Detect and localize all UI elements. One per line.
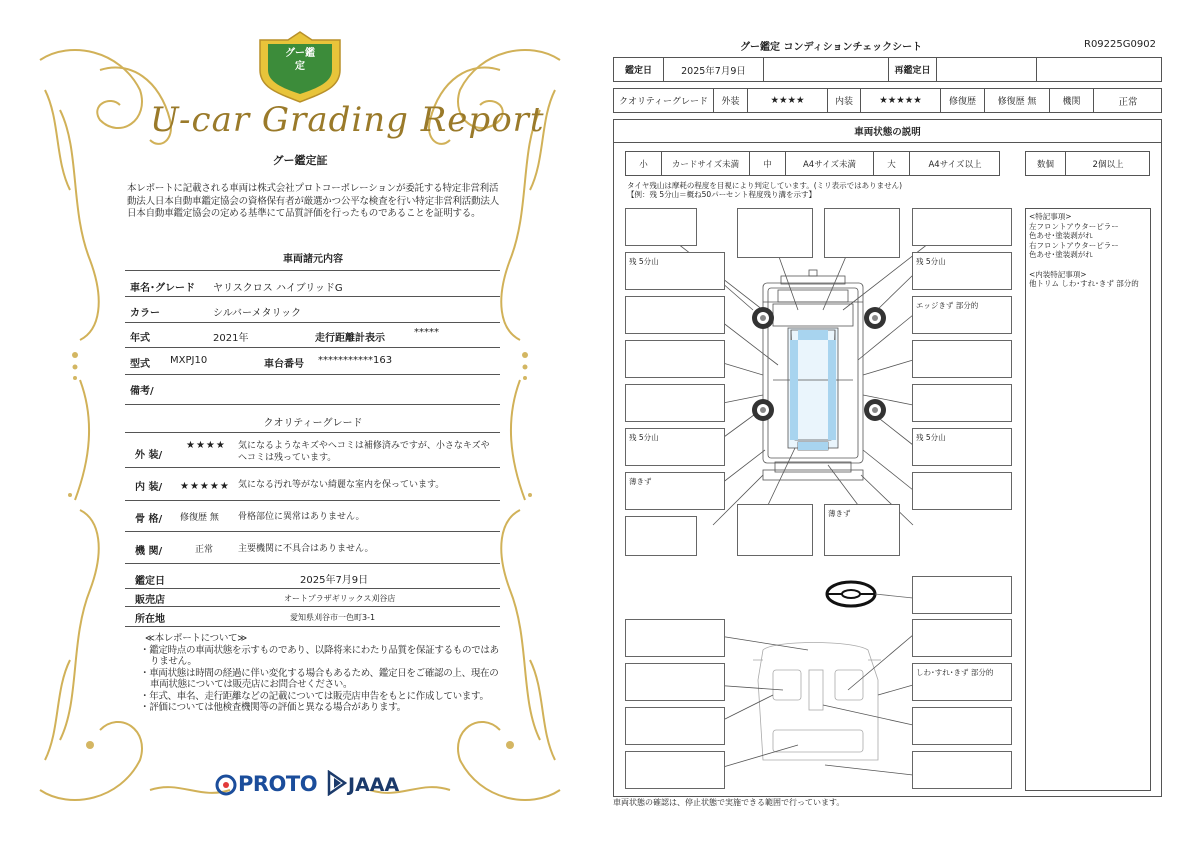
size-legend <box>625 151 1000 176</box>
reinspect-label: 再鑑定日 <box>889 58 937 81</box>
frame-desc: 骨格部位に異常はありません。 <box>238 512 365 522</box>
edge-note: エッジきず 部分的 <box>916 301 979 310</box>
special-notes-line: <内装特記事項> <box>1029 269 1087 279</box>
sheet-date-label: 鑑定日 <box>614 58 664 81</box>
tire-rl-note: 残 5分山 <box>629 433 659 442</box>
certificate-intro: 本レポートに記載される車両は株式会社プロトコーポレーションが委託する特定非営利活動法人日本自動車鑑定協会の資格保有者が厳選かつ公平な検査を行い特定非営利活動法人日本自動車鑑定協会の定める基準にて品質評価を行ったものであることを証明する。 <box>127 183 500 219</box>
legend-count-desc: 2個以上 <box>1092 159 1124 170</box>
seat-note: しわ･すれ･きず 部分的 <box>916 668 994 677</box>
legend-title: 車両状態の説明 <box>613 119 1162 143</box>
legend-mid-desc: A4サイズ未満 <box>786 152 874 175</box>
proto-logo-icon <box>215 774 237 796</box>
location-label: 所在地 <box>135 614 165 625</box>
exterior-label: 外 装/ <box>135 450 163 461</box>
note-box <box>912 384 1012 422</box>
remarks-label: 備考/ <box>130 386 154 397</box>
divider <box>125 606 500 607</box>
int-value: ★★★★★ <box>861 89 941 112</box>
ext-value: ★★★★ <box>748 89 828 112</box>
chassis-label: 車台番号 <box>264 359 304 370</box>
note-box-tire-fl <box>625 252 725 290</box>
chassis-value: ***********163 <box>318 355 393 366</box>
name-value: ヤリスクロス ハイブリッドG <box>213 283 343 294</box>
engine-value: 正常 <box>195 545 214 555</box>
special-notes-line: 色あせ･塗装剥がれ <box>1029 231 1093 241</box>
divider <box>125 296 500 297</box>
divider <box>125 322 500 323</box>
shop-value: オートプラザギリックス刈谷店 <box>284 594 396 603</box>
jaaa-logo-icon <box>327 770 347 796</box>
eng-value: 正常 <box>1118 96 1138 108</box>
special-notes-line: 左フロントアウターピラー <box>1029 221 1119 231</box>
divider <box>125 347 500 348</box>
spec-section-title: 車両諸元内容 <box>283 254 343 265</box>
special-notes-line: 他トリム しわ･すれ･きず 部分的 <box>1029 279 1139 289</box>
date-label: 鑑定日 <box>135 576 165 587</box>
interior-stars: ★★★★★ <box>180 481 230 492</box>
divider <box>125 500 500 501</box>
qg-label: クオリティーグレード <box>614 89 714 112</box>
steering-wheel-icon <box>827 582 913 606</box>
note-box <box>824 208 900 258</box>
legend-small-desc: カードサイズ未満 <box>662 152 750 175</box>
year-label: 年式 <box>130 333 150 344</box>
model-value: MXPJ10 <box>170 355 208 366</box>
divider <box>125 432 500 433</box>
tire-note-example: 【例：残 5分山＝概ね50パーセント程度残り溝を示す】 <box>627 190 817 199</box>
tire-note: タイヤ残山は摩耗の程度を目視により判定しています。(ミリ表示ではありません) <box>627 181 903 190</box>
count-legend <box>1025 151 1150 176</box>
sheet-date-value: 2025年7月9日 <box>664 58 764 81</box>
ext-label: 外装 <box>714 89 748 112</box>
date-value: 2025年7月9日 <box>300 575 369 586</box>
color-label: カラー <box>130 308 160 319</box>
reinspect-value <box>937 58 1037 81</box>
special-notes-line: 色あせ･塗装剥がれ <box>1029 250 1093 260</box>
legend-count: 数個 <box>1026 152 1066 175</box>
note-box <box>912 208 1012 246</box>
sheet-title: グー鑑定 コンディションチェックシート <box>740 42 923 53</box>
note-box <box>625 707 725 745</box>
badge-label: グー鑑定 <box>285 48 315 72</box>
sheet-footer: 車両状態の確認は、停止状態で実施できる範囲で行っています。 <box>613 798 845 807</box>
divider <box>125 531 500 532</box>
color-value: シルバーメタリック <box>213 308 302 319</box>
hist-value: 修復歴 無 <box>985 89 1050 112</box>
divider <box>125 270 500 271</box>
note-box-rear-scratch <box>824 504 900 556</box>
note-box <box>625 751 725 789</box>
legend-small: 小 <box>626 152 662 175</box>
special-notes-line: <特記事項> <box>1029 212 1072 221</box>
note-box <box>625 208 697 246</box>
note-box-tire-fr <box>912 252 1012 290</box>
empty-cell <box>764 58 889 81</box>
note-box <box>625 516 697 556</box>
jaaa-logo: JAAA <box>348 774 400 796</box>
grade-row <box>613 88 1162 113</box>
note-box <box>625 340 725 378</box>
special-notes-line: 右フロントアウターピラー <box>1029 240 1119 250</box>
note-box <box>737 208 813 258</box>
divider <box>125 563 500 564</box>
model-label: 型式 <box>130 359 150 370</box>
interior-outline <box>753 643 881 761</box>
note-item: ・評価については他検査機関等の評価と異なる場合があります。 <box>140 702 406 713</box>
divider <box>125 467 500 468</box>
rear-scratch-note: 薄きず <box>828 509 851 518</box>
note-box-left-scratch <box>625 472 725 510</box>
eng-label: 機関 <box>1050 89 1094 112</box>
note-box <box>737 504 813 556</box>
tire-rr-note: 残 5分山 <box>916 433 946 442</box>
note-box <box>625 384 725 422</box>
note-item: ・鑑定時点の車両状態を示すものであり、以降将来にわたり品質を保証するものではありません。 <box>140 644 499 667</box>
note-box <box>912 707 1012 745</box>
divider <box>125 626 500 627</box>
divider <box>125 588 500 589</box>
note-item: ・車両状態は時間の経過に伴い変化する場合もあるため、鑑定日をご確認の上、現在の車両状態については販売店にお問合せください。 <box>140 667 499 690</box>
special-notes-panel <box>1025 208 1151 791</box>
frame-label: 骨 格/ <box>135 514 163 525</box>
note-box-edge <box>912 296 1012 334</box>
note-box-tire-rl <box>625 428 725 466</box>
int-label: 内装 <box>828 89 861 112</box>
tire-fr-note: 残 5分山 <box>916 257 946 266</box>
note-box <box>912 619 1012 657</box>
report-script-title: U-car Grading Report <box>150 100 545 140</box>
interior-label: 内 装/ <box>135 482 163 493</box>
empty-cell <box>1037 58 1162 81</box>
hist-label: 修復歴 <box>941 89 985 112</box>
exterior-stars: ★★★★ <box>186 440 226 451</box>
year-value: 2021年 <box>213 333 249 344</box>
exterior-desc: 気になるようなキズやヘコミは補修済みですが、小さなキズやヘコミは残っています。 <box>238 441 490 463</box>
left-scratch-note: 薄きず <box>629 477 652 486</box>
note-box <box>912 751 1012 789</box>
legend-large-desc: A4サイズ以上 <box>928 159 982 170</box>
date-row <box>613 57 1162 82</box>
note-box <box>912 340 1012 378</box>
shop-label: 販売店 <box>135 595 165 606</box>
notes-title: ≪本レポートについて≫ <box>145 633 247 644</box>
report-notes <box>140 633 500 714</box>
interior-desc: 気になる汚れ等がない綺麗な室内を保っています。 <box>238 480 445 490</box>
sheet-code: R09225G0902 <box>1084 39 1156 50</box>
frame-value: 修復歴 無 <box>180 513 219 523</box>
mileage-value: ***** <box>414 327 439 338</box>
note-box <box>625 663 725 701</box>
legend-large: 大 <box>874 152 910 175</box>
tire-fl-note: 残 5分山 <box>629 257 659 266</box>
note-box <box>912 472 1012 510</box>
engine-desc: 主要機関に不具合はありません。 <box>238 544 374 554</box>
divider <box>125 374 500 375</box>
engine-label: 機 関/ <box>135 546 163 557</box>
note-box <box>912 576 1012 614</box>
location-value: 愛知県刈谷市一色町3-1 <box>290 613 376 622</box>
note-box-tire-rr <box>912 428 1012 466</box>
mileage-label: 走行距離計表示 <box>315 333 385 344</box>
note-item: ・年式、車名、走行距離などの記載については販売店申告をもとに作成しています。 <box>140 690 489 702</box>
divider <box>125 404 500 405</box>
special-notes-line <box>1029 260 1147 270</box>
proto-logo: PROTO <box>238 772 318 796</box>
note-box <box>625 619 725 657</box>
note-box <box>625 296 725 334</box>
note-box-seat <box>912 663 1012 701</box>
certificate-heading: グー鑑定証 <box>272 154 328 167</box>
name-label: 車名･グレード <box>130 283 195 294</box>
legend-mid: 中 <box>750 152 786 175</box>
grade-section-title: クオリティーグレード <box>263 418 363 429</box>
